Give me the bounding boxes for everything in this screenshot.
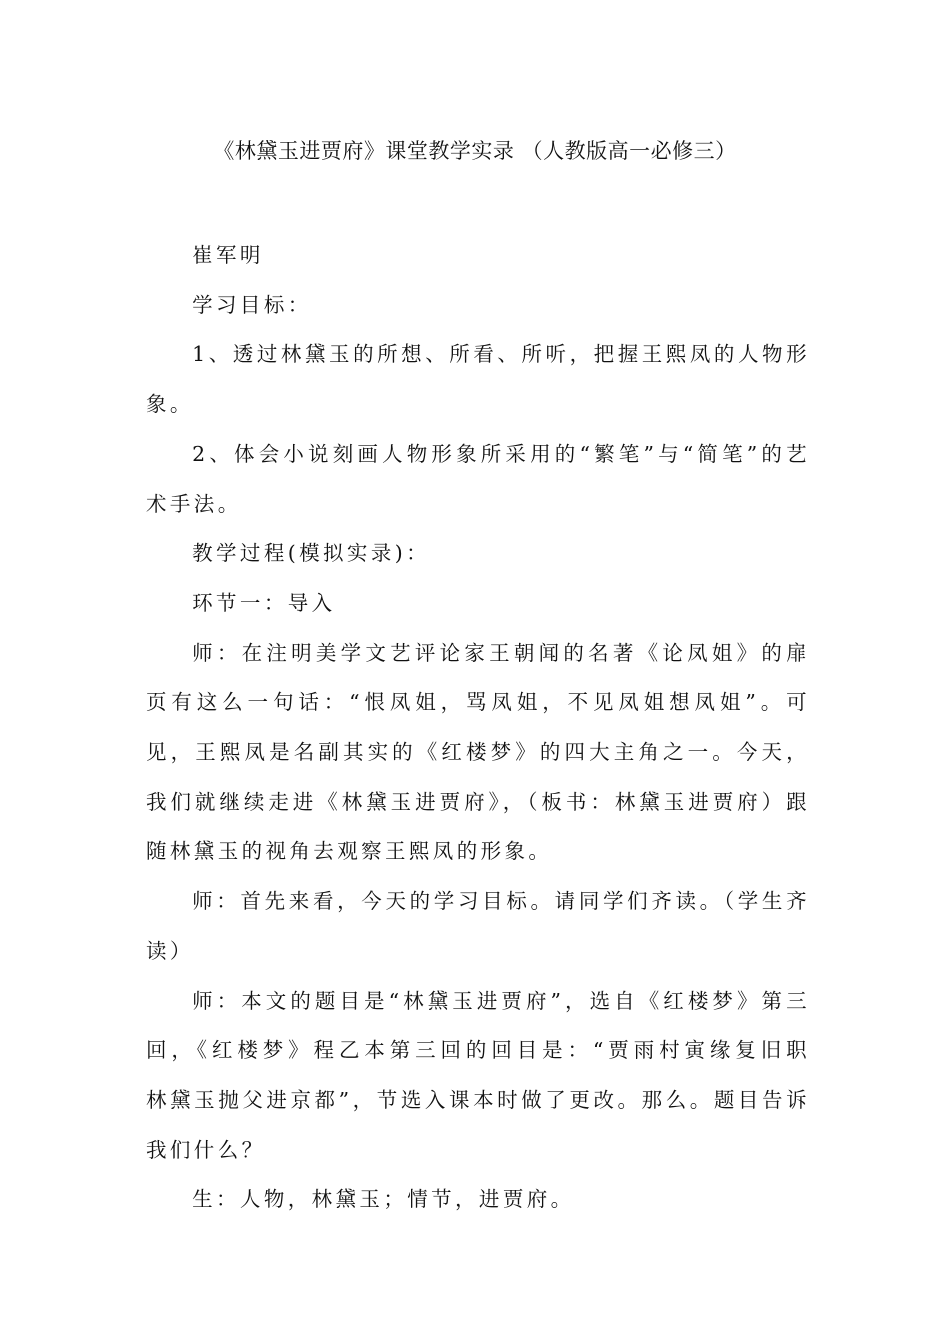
paragraph: 环节一：导入 (192, 590, 336, 615)
document-title: 《林黛玉进贾府》课堂教学实录 （人教版高一必修三） (213, 139, 737, 163)
document-body (146, 231, 834, 1225)
paragraph: 生：人物，林黛玉；情节，进贾府。 (192, 1187, 575, 1212)
paragraph: 师：首先来看，今天的学习目标。请同学们齐读。（学生齐读） (146, 889, 810, 963)
paragraph: 1、透过林黛玉的所想、所看、所听，把握王熙凤的人物形象。 (146, 342, 810, 417)
paragraph: 教学过程(模拟实录)： (192, 541, 431, 566)
paragraph: 师：本文的题目是“林黛玉进贾府”，选自《红楼梦》第三回，《红楼梦》程乙本第三回的回目是：“贾雨村寅缘复旧职 林黛玉抛父进京都”，节选入课本时做了更改。那么。题目告诉我们什么？ (146, 988, 834, 1162)
paragraph: 学习目标： (192, 292, 312, 317)
paragraph: 2、体会小说刻画人物形象所采用的“繁笔”与“简笔”的艺术手法。 (146, 441, 810, 516)
author-line: 崔军明 (192, 243, 264, 267)
paragraph: 师：在注明美学文艺评论家王朝闻的名著《论凤姐》的扉页有这么一句话：“恨凤姐，骂凤姐，不见凤姐想凤姐”。可见，王熙凤是名副其实的《红楼梦》的四大主角之一。今天，我们就继续走进《林黛玉进贾府》，（板书：林黛玉进贾府）跟随林黛玉的视角去观察王熙凤的形象。 (146, 640, 810, 864)
